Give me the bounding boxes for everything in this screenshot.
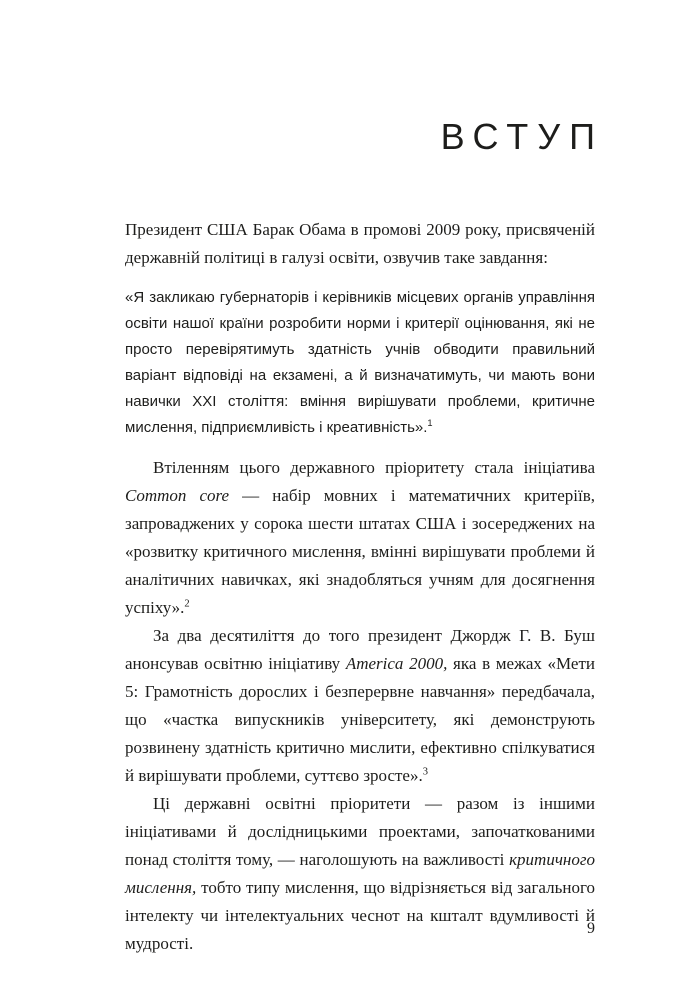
block-quote: «Я закликаю губернаторів і керівників місцевих органів управління освіти нашої країни розробити норми і критерії оцінювання, які не просто перевірятимуть здатність учнів обводити правильний варіант відповіді на екзамені, а й визначатимуть, чи мають вони навички XXI століття: вміння вирішувати проблеми, критичне мислення, підприємливість і креативність».$^1$ [125,289,595,436]
closing-paragraph: Ці державні освітні пріоритети — разом із іншими ініціативами й дослідницькими проектами, започаткованими понад століття тому, — наголошують на важливості критичного мислення, тобто типу мислення, що відрізняється від загального інтелекту чи інтелектуальних чеснот на кшталт вдумливості й мудрості. [125,794,595,953]
chapter-title: ВСТУП [440,116,604,157]
paragraph-common-core: Втіленням цього державного пріоритету стала ініціатива Common core — набір мовних і математичних критеріїв, запроваджених у сорока шести штатах США і зосереджених на «розвитку критичного мислення, вмінні вирішувати проблеми й аналітичних навичках, які знадобляться учням для досягнення успіху».$^2$ [125,458,596,617]
opening-paragraph: Президент США Барак Обама в промові 2009 року, присвяченій державній політиці в галузі освіти, озвучив таке завдання: [125,220,595,267]
page-number: 9 [587,920,595,937]
page-body [125,216,595,958]
page-footer [125,920,595,938]
paragraph-america-2000: За два десятиліття до того президент Джордж Г. В. Буш анонсував освітню ініціативу America 2000, яка в межах «Мети 5: Грамотність дорослих і безперервне навчання» передбачала, що «частка випускників університету, які демонструють розвинену здатність критично мислити, ефективно спілкуватися й вирішувати проблеми, суттєво зросте».$^3$ [125,626,595,785]
chapter-header [125,116,604,158]
